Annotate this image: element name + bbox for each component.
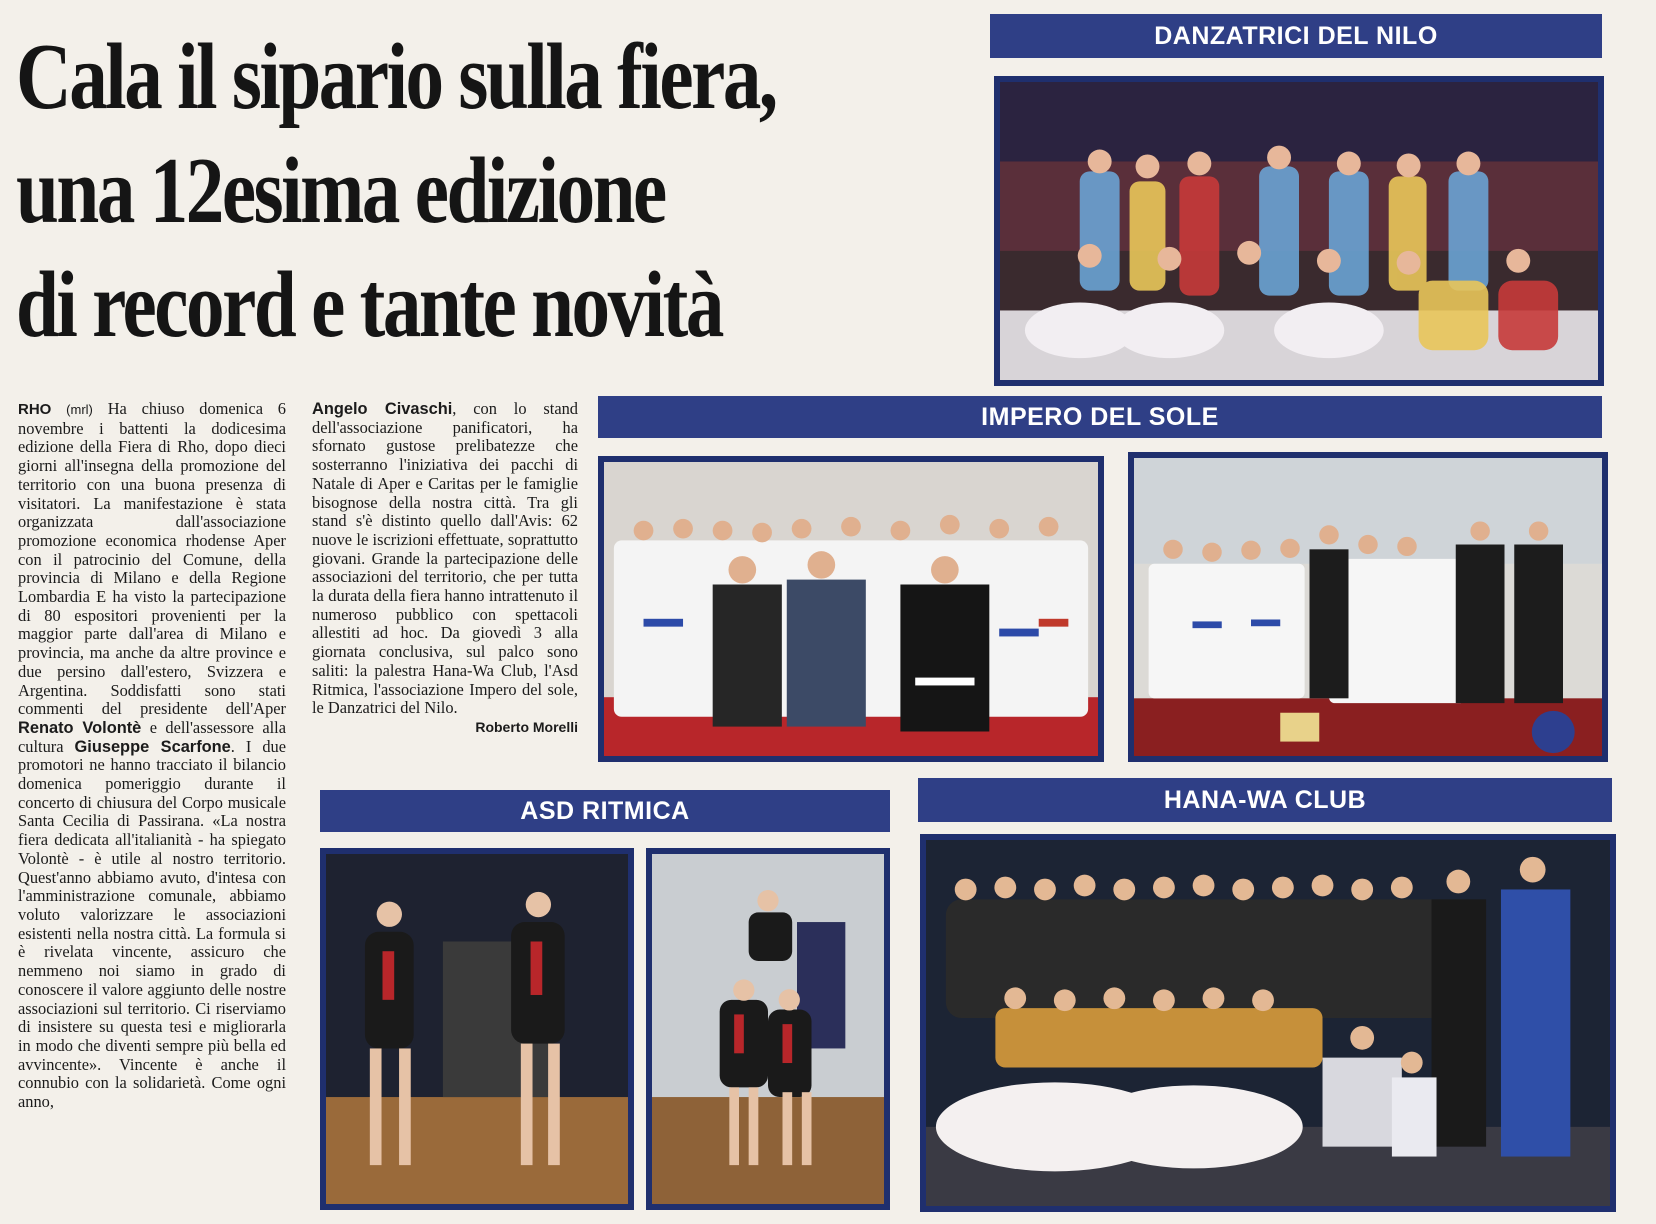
dateline-place: RHO bbox=[18, 401, 52, 418]
headline-line-2: una 12esima edizione bbox=[16, 139, 665, 243]
article-text-c: . I due promotori ne hanno tracciato il bilancio domenica pomeriggio durante il concerto di chiusura del Corpo musicale Santa Cecilia di Passirana. «La nostra fiera dedicata all'italianità - ha spiegato Volontè - è utile al nostro territorio. Quest'anno abbiamo avuto, d'intesa con l'amministrazione comunale, abbiamo voluto valorizzare le associazioni esistenti nella nostra città. La formula si è rivelata vincente, assicuro che nemmeno noi siamo in grado di conoscere il valore aggiunto delle nostre associazioni sul territorio. Ci riserviamo di insistere su questa tesi e migliorarla in modo che diventi sempre più bella ed avvincente». Vincente è anche il connubio con la solidarietà. Come ogni anno, bbox=[18, 736, 286, 1112]
article-text-a: Ha chiuso domenica 6 novembre i battenti la dodicesima edizione della Fiera di Rho, dopo dieci giorni all'insegna della promozione del territorio con una buona presenza di visitatori. La manifestazione è stata organizzata dall'associazione promozione economica rhodense Aper con il patrocinio del Comune, della provincia di Milano e della Regione Lombardia E ha visto la partecipazione di 80 espositori provenienti per la maggior parte dall'area di Milano e provincia, ma anche da altre province e due persino dall'estero, Svizzera e Argentina. Soddisfatti sono stati commenti del presidente dell'Aper bbox=[18, 399, 286, 719]
photo-ritmica-left bbox=[320, 848, 634, 1210]
article-column-2 bbox=[312, 400, 578, 737]
article-text-col2: , con lo stand dell'associazione panificatori, ha sfornato gustose prelibatezze che sosterranno l'iniziativa dei pacchi di Natale di Aper e Caritas per le famiglie bisognose della nostra città. Tra gli stand s'è distinto quello dall'Avis: 62 nuove le iscrizioni effettuate, soprattutto giovani. Grande la partecipazione delle associazioni del territorio, che per tutta la durata della fiera hanno intrattenuto il numeroso pubblico con spettacoli allestiti ad hoc. Da giovedì 3 alla giornata conclusiva, sul palco sono saliti: la palestra Hana-Wa Club, l'Asd Ritmica, l'associazione Impero del sole, le Danzatrici del Nilo. bbox=[312, 399, 578, 718]
byline: Roberto Morelli bbox=[475, 718, 578, 735]
photo-danzatrici bbox=[994, 76, 1604, 386]
person-name-scarfone: Giuseppe Scarfone bbox=[74, 737, 231, 756]
banner-ritmica: ASD RITMICA bbox=[320, 790, 890, 832]
dateline-tag: (mrl) bbox=[66, 402, 93, 417]
photo-hanawa bbox=[920, 834, 1616, 1212]
photo-ritmica-right bbox=[646, 848, 890, 1210]
person-name-civaschi: Angelo Civaschi bbox=[312, 400, 453, 418]
banner-impero: IMPERO DEL SOLE bbox=[598, 396, 1602, 438]
photo-impero-right bbox=[1128, 452, 1608, 762]
banner-danzatrici: DANZATRICI DEL NILO bbox=[990, 14, 1602, 58]
person-name-volonte: Renato Volontè bbox=[18, 718, 142, 737]
headline-line-1: Cala il sipario sulla fiera, bbox=[16, 25, 776, 129]
headline bbox=[16, 20, 803, 362]
headline-line-3: di record e tante novità bbox=[16, 253, 722, 357]
article-text-b: e dell'assessore alla cultura bbox=[18, 717, 286, 756]
photo-impero-left bbox=[598, 456, 1104, 762]
article-column-1 bbox=[18, 400, 286, 1112]
banner-hanawa: HANA-WA CLUB bbox=[918, 778, 1612, 822]
